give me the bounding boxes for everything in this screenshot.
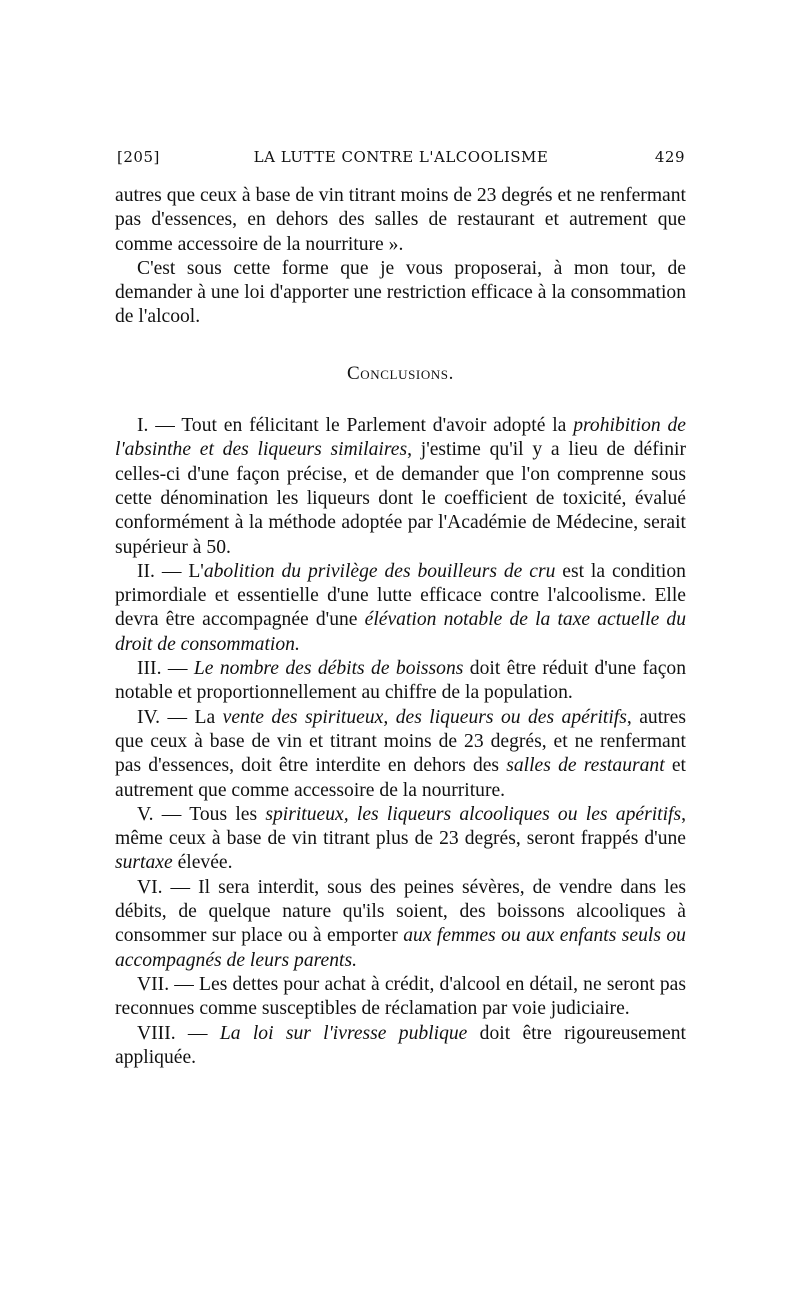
conclusion-item-8: VIII. — La loi sur l'ivresse publique doit être rigoureusement appliquée. [115, 1022, 686, 1068]
conclusion-item-7: VII. — Les dettes pour achat à crédit, d'alcool en détail, ne seront pas reconnues comme susceptibles de réclamation par voie judiciaire. [115, 973, 686, 1020]
bracket-page-number: [205] [117, 148, 160, 166]
page-body [115, 184, 686, 1070]
conclusions-heading: Conclusions. [347, 362, 454, 384]
conclusion-item-1: I. — Tout en félicitant le Parlement d'avoir adopté la prohibition de l'absinthe et des liqueurs similaires, j'estime qu'il y a lieu de définir celles-ci d'une façon précise, et de demander que l'on comprenne sous cette dénomination les liqueurs dont le coefficient de toxicité, évalué conformément à la méthode adoptée par l'Académie de Médecine, serait supérieur à 50. [115, 415, 686, 558]
conclusion-item-5: V. — Tous les spiritueux, les liqueurs alcooliques ou les apéritifs, même ceux à base de vin titrant plus de 23 degrés, seront frappés d'une surtaxe élevée. [115, 803, 687, 874]
intro-paragraph-continued: autres que ceux à base de vin titrant moins de 23 degrés et ne renfermant pas d'essences, en dehors des salles de restaurant et autrement que comme accessoire de la nourriture ». [115, 185, 686, 255]
page-number: 429 [654, 148, 685, 166]
intro-paragraph: C'est sous cette forme que je vous proposerai, à mon tour, de demander à une loi d'apporter une restriction efficace à la consommation de l'alcool. [115, 257, 686, 328]
conclusion-item-6: VI. — Il sera interdit, sous des peines sévères, de vendre dans les débits, de quelque nature qu'ils soient, des boissons alcooliques à consommer sur place ou à emporter aux femmes ou aux enfants seuls ou accompagnés de leurs parents. [115, 876, 686, 971]
running-title: LA LUTTE CONTRE L'ALCOOLISME [253, 148, 549, 166]
conclusion-item-4: IV. — La vente des spiritueux, des liqueurs ou des apéritifs, autres que ceux à base de vin et titrant moins de 23 degrés, et ne renfermant pas d'essences, doit être interdite en dehors des salles de restaurant et autrement que comme accessoire de la nourriture. [115, 706, 686, 801]
running-header [117, 148, 685, 172]
conclusion-item-2: II. — L'abolition du privilège des bouilleurs de cru est la condition primordiale et essentielle d'une lutte efficace contre l'alcoolisme. Elle devra être accompagnée d'une élévation notable de la taxe actuelle du droit de consommation. [115, 560, 686, 655]
conclusion-item-3: III. — Le nombre des débits de boissons doit être réduit d'une façon notable et proportionnellement au chiffre de la population. [115, 658, 686, 704]
